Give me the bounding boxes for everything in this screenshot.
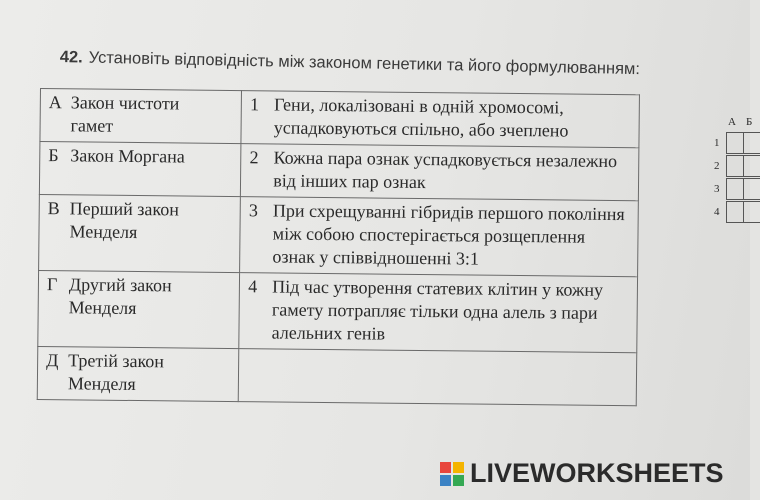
law-text: Третій закон Менделя: [67, 350, 165, 395]
law-letter: А: [48, 92, 62, 113]
statement-number: 1: [249, 94, 260, 115]
law-letter: Б: [48, 145, 59, 166]
table-row: [39, 194, 639, 276]
table-row: [39, 142, 639, 201]
answer-grid-col: А: [728, 116, 736, 128]
answer-box[interactable]: [743, 201, 760, 223]
law-cell-a: [40, 89, 242, 144]
law-text: Закон чистоти гамет: [70, 92, 180, 136]
law-text: Другий закон Менделя: [68, 274, 172, 319]
statement-text: Кожна пара ознак успадковується незалежно від інших пар ознак: [273, 147, 618, 193]
answer-grid-row-label: 2: [714, 160, 720, 172]
answer-grid-header: [728, 116, 752, 128]
answer-grid-row: [714, 178, 760, 200]
statement-text: При схрещуванні гібридів першого покоління між собою спостерігається розщеплення ознак у співвідношенні 3:1: [272, 200, 625, 269]
answer-grid-row: [714, 201, 760, 223]
table-row: [40, 89, 640, 148]
liveworksheets-logo-icon: [440, 462, 464, 486]
statement-number: 3: [248, 200, 259, 221]
answer-grid-row-label: 3: [714, 183, 720, 195]
statement-cell-4: [239, 273, 638, 353]
answer-box[interactable]: [726, 178, 743, 200]
law-text: Закон Моргана: [70, 145, 185, 167]
statement-cell-empty: [238, 349, 636, 406]
answer-box[interactable]: [726, 201, 743, 223]
answer-box[interactable]: [743, 155, 760, 177]
answer-grid-row-label: 4: [714, 206, 720, 218]
law-cell-b: [39, 142, 241, 197]
statement-cell-3: [240, 197, 639, 277]
law-cell-d: [37, 346, 239, 401]
matching-table: [37, 88, 640, 406]
question-heading: [60, 48, 750, 81]
statement-cell-1: [241, 91, 639, 148]
statement-number: 2: [249, 147, 259, 168]
law-letter: В: [47, 198, 60, 219]
law-cell-v: [39, 194, 241, 272]
answer-box[interactable]: [726, 132, 743, 154]
table-row: [37, 346, 637, 405]
table-row: [38, 270, 638, 352]
question-text: Установіть відповідність між законом генетики та його формулюванням:: [88, 48, 641, 79]
question-number: 42.: [59, 48, 83, 67]
answer-grid-col: Б: [745, 116, 753, 128]
statement-text: Під час утворення статевих клітин у кожну гамету потрапляє тільки одна алель з пари алельних генів: [271, 276, 604, 344]
statement-text: Гени, локалізовані в одній хромосомі, успадковуються спільно, або зчеплено: [273, 94, 569, 141]
law-cell-h: [38, 270, 240, 348]
statement-cell-2: [241, 144, 639, 201]
answer-box[interactable]: [726, 155, 743, 177]
answer-box[interactable]: [743, 178, 760, 200]
law-letter: Г: [46, 274, 58, 295]
answer-grid-row: [714, 155, 760, 177]
liveworksheets-watermark: [440, 458, 724, 489]
watermark-text: LIVEWORKSHEETS: [470, 458, 724, 488]
answer-grid-row: [714, 132, 760, 154]
statement-number: 4: [248, 276, 258, 297]
law-text: Перший закон Менделя: [69, 198, 180, 243]
answer-grid-row-label: 1: [714, 137, 720, 149]
answer-box[interactable]: [743, 132, 760, 154]
law-letter: Д: [46, 350, 59, 371]
